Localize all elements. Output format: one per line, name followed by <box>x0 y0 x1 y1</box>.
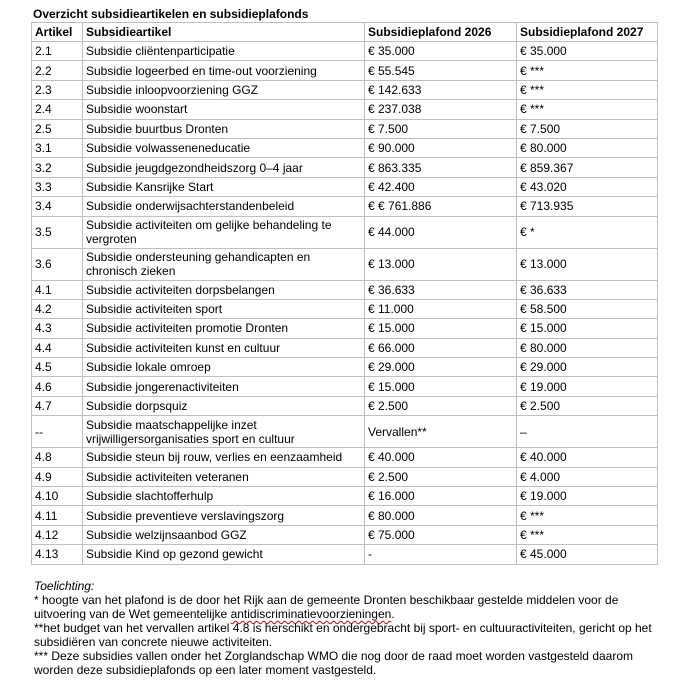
cell-plafond-2026: € 80.000 <box>365 506 517 525</box>
cell-plafond-2027: € 2.500 <box>517 396 658 415</box>
cell-plafond-2027: – <box>517 416 658 448</box>
cell-plafond-2027: € *** <box>517 61 658 80</box>
cell-plafond-2027: € * <box>517 216 658 248</box>
cell-subsidieartikel: Subsidie woonstart <box>83 100 365 119</box>
header-plafond-2027: Subsidieplafond 2027 <box>517 23 658 42</box>
table-row <box>32 216 658 248</box>
table-row <box>32 396 658 415</box>
cell-plafond-2027: € 40.000 <box>517 448 658 467</box>
table-row <box>32 416 658 448</box>
table-row <box>32 197 658 216</box>
table-body <box>32 42 658 565</box>
table-row <box>32 506 658 525</box>
cell-subsidieartikel: Subsidie ondersteuning gehandicapten en chronisch zieken <box>83 248 365 280</box>
cell-plafond-2027: € 713.935 <box>517 197 658 216</box>
cell-plafond-2027: € 13.000 <box>517 248 658 280</box>
cell-plafond-2026: € 863.335 <box>365 158 517 177</box>
table-row <box>32 467 658 486</box>
cell-artikel: 2.5 <box>32 119 83 138</box>
cell-subsidieartikel: Subsidie volwasseneneducatie <box>83 138 365 157</box>
table-row <box>32 280 658 299</box>
cell-plafond-2027: € *** <box>517 525 658 544</box>
table-title: Overzicht subsidieartikelen en subsidieplafonds <box>33 7 309 21</box>
cell-artikel: 4.2 <box>32 299 83 318</box>
cell-plafond-2026: € 66.000 <box>365 338 517 357</box>
cell-subsidieartikel: Subsidie slachtofferhulp <box>83 487 365 506</box>
cell-plafond-2026: € 16.000 <box>365 487 517 506</box>
notes <box>34 579 654 677</box>
cell-subsidieartikel: Subsidie buurtbus Dronten <box>83 119 365 138</box>
cell-artikel: 3.1 <box>32 138 83 157</box>
table-row <box>32 138 658 157</box>
document <box>31 6 657 565</box>
cell-plafond-2026: € 7.500 <box>365 119 517 138</box>
table-row <box>32 119 658 138</box>
cell-subsidieartikel: Subsidie activiteiten kunst en cultuur <box>83 338 365 357</box>
cell-subsidieartikel: Subsidie welzijnsaanbod GGZ <box>83 525 365 544</box>
note-1-end: . <box>391 607 395 621</box>
cell-plafond-2026: € 90.000 <box>365 138 517 157</box>
cell-plafond-2026: € 237.038 <box>365 100 517 119</box>
cell-artikel: 4.12 <box>32 525 83 544</box>
cell-plafond-2027: € 58.500 <box>517 299 658 318</box>
cell-plafond-2026: € 142.633 <box>365 80 517 99</box>
table-row <box>32 100 658 119</box>
table-row <box>32 358 658 377</box>
cell-artikel: 4.4 <box>32 338 83 357</box>
cell-artikel: 2.2 <box>32 61 83 80</box>
cell-plafond-2027: € 859.367 <box>517 158 658 177</box>
cell-plafond-2027: € *** <box>517 506 658 525</box>
cell-artikel: -- <box>32 416 83 448</box>
cell-artikel: 4.8 <box>32 448 83 467</box>
cell-subsidieartikel: Subsidie lokale omroep <box>83 358 365 377</box>
note-1-text: * hoogte van het plafond is de door het Rijk aan de gemeente Dronten beschikbaar gestelde middelen voor de uitvoering van de Wet gemeentelijke <box>34 593 619 621</box>
header-row <box>32 23 658 42</box>
cell-plafond-2026: € 29.000 <box>365 358 517 377</box>
cell-plafond-2027: € *** <box>517 100 658 119</box>
cell-plafond-2026: € 75.000 <box>365 525 517 544</box>
cell-subsidieartikel: Subsidie activiteiten om gelijke behandeling te vergroten <box>83 216 365 248</box>
cell-plafond-2026: - <box>365 545 517 564</box>
cell-artikel: 2.4 <box>32 100 83 119</box>
cell-artikel: 4.7 <box>32 396 83 415</box>
table-row <box>32 319 658 338</box>
table-row <box>32 299 658 318</box>
cell-plafond-2026: € 35.000 <box>365 42 517 61</box>
cell-artikel: 4.3 <box>32 319 83 338</box>
spellcheck-marked-word: antidiscriminatievoorzieningen <box>230 607 392 621</box>
cell-artikel: 3.6 <box>32 248 83 280</box>
cell-subsidieartikel: Subsidie activiteiten promotie Dronten <box>83 319 365 338</box>
cell-subsidieartikel: Subsidie jongerenactiviteiten <box>83 377 365 396</box>
cell-plafond-2027: € 19.000 <box>517 377 658 396</box>
note-1 <box>34 593 654 621</box>
notes-heading: Toelichting: <box>34 579 95 593</box>
cell-artikel: 3.4 <box>32 197 83 216</box>
cell-plafond-2026: € 15.000 <box>365 377 517 396</box>
table-row <box>32 80 658 99</box>
cell-plafond-2027: € 7.500 <box>517 119 658 138</box>
table-row <box>32 61 658 80</box>
cell-subsidieartikel: Subsidie logeerbed en time-out voorziening <box>83 61 365 80</box>
table-row <box>32 448 658 467</box>
cell-plafond-2026: € 13.000 <box>365 248 517 280</box>
cell-subsidieartikel: Subsidie cliëntenparticipatie <box>83 42 365 61</box>
cell-artikel: 4.6 <box>32 377 83 396</box>
header-plafond-2026: Subsidieplafond 2026 <box>365 23 517 42</box>
table-row <box>32 338 658 357</box>
cell-plafond-2026: € 55.545 <box>365 61 517 80</box>
cell-artikel: 2.1 <box>32 42 83 61</box>
cell-plafond-2026: € 2.500 <box>365 396 517 415</box>
cell-plafond-2027: € 19.000 <box>517 487 658 506</box>
cell-plafond-2026: Vervallen** <box>365 416 517 448</box>
cell-artikel: 4.11 <box>32 506 83 525</box>
cell-subsidieartikel: Subsidie inloopvoorziening GGZ <box>83 80 365 99</box>
cell-plafond-2027: € 29.000 <box>517 358 658 377</box>
cell-artikel: 4.9 <box>32 467 83 486</box>
cell-subsidieartikel: Subsidie activiteiten veteranen <box>83 467 365 486</box>
table-row <box>32 248 658 280</box>
table-row <box>32 525 658 544</box>
cell-subsidieartikel: Subsidie activiteiten dorpsbelangen <box>83 280 365 299</box>
cell-plafond-2026: € 44.000 <box>365 216 517 248</box>
table-row <box>32 545 658 564</box>
cell-plafond-2026: € 11.000 <box>365 299 517 318</box>
cell-artikel: 4.13 <box>32 545 83 564</box>
table-row <box>32 158 658 177</box>
header-subsidieartikel: Subsidieartikel <box>83 23 365 42</box>
cell-plafond-2027: € 35.000 <box>517 42 658 61</box>
cell-plafond-2026: € 42.400 <box>365 177 517 196</box>
table-row <box>32 42 658 61</box>
cell-artikel: 3.3 <box>32 177 83 196</box>
cell-plafond-2027: € 36.633 <box>517 280 658 299</box>
cell-plafond-2027: € 80.000 <box>517 138 658 157</box>
table-row <box>32 487 658 506</box>
cell-plafond-2027: € 80.000 <box>517 338 658 357</box>
subsidy-table <box>31 22 658 565</box>
header-artikel: Artikel <box>32 23 83 42</box>
cell-plafond-2026: € 15.000 <box>365 319 517 338</box>
cell-artikel: 4.1 <box>32 280 83 299</box>
cell-subsidieartikel: Subsidie activiteiten sport <box>83 299 365 318</box>
cell-plafond-2027: € 4.000 <box>517 467 658 486</box>
cell-plafond-2026: € € 761.886 <box>365 197 517 216</box>
note-2: **het budget van het vervallen artikel 4.8 is herschikt en ondergebracht bij sport- en cultuuractiviteiten, gericht op het subsidiëren van concrete nieuwe activiteiten. <box>34 621 652 649</box>
cell-subsidieartikel: Subsidie Kansrijke Start <box>83 177 365 196</box>
cell-subsidieartikel: Subsidie maatschappelijke inzet vrijwilligersorganisaties sport en cultuur <box>83 416 365 448</box>
note-3: *** Deze subsidies vallen onder het Zorglandschap WMO die nog door de raad moet worden vastgesteld daarom worden deze subsidieplafonds op een later moment vastgesteld. <box>34 649 634 677</box>
cell-plafond-2027: € 15.000 <box>517 319 658 338</box>
cell-artikel: 4.10 <box>32 487 83 506</box>
cell-plafond-2027: € 45.000 <box>517 545 658 564</box>
table-row <box>32 377 658 396</box>
cell-plafond-2026: € 2.500 <box>365 467 517 486</box>
cell-plafond-2027: € *** <box>517 80 658 99</box>
cell-subsidieartikel: Subsidie dorpsquiz <box>83 396 365 415</box>
cell-plafond-2026: € 40.000 <box>365 448 517 467</box>
table-row <box>32 177 658 196</box>
cell-subsidieartikel: Subsidie Kind op gezond gewicht <box>83 545 365 564</box>
cell-subsidieartikel: Subsidie preventieve verslavingszorg <box>83 506 365 525</box>
cell-artikel: 4.5 <box>32 358 83 377</box>
cell-subsidieartikel: Subsidie jeugdgezondheidszorg 0–4 jaar <box>83 158 365 177</box>
cell-artikel: 3.2 <box>32 158 83 177</box>
cell-plafond-2027: € 43.020 <box>517 177 658 196</box>
cell-subsidieartikel: Subsidie steun bij rouw, verlies en eenzaamheid <box>83 448 365 467</box>
cell-plafond-2026: € 36.633 <box>365 280 517 299</box>
cell-artikel: 2.3 <box>32 80 83 99</box>
cell-subsidieartikel: Subsidie onderwijsachterstandenbeleid <box>83 197 365 216</box>
cell-artikel: 3.5 <box>32 216 83 248</box>
